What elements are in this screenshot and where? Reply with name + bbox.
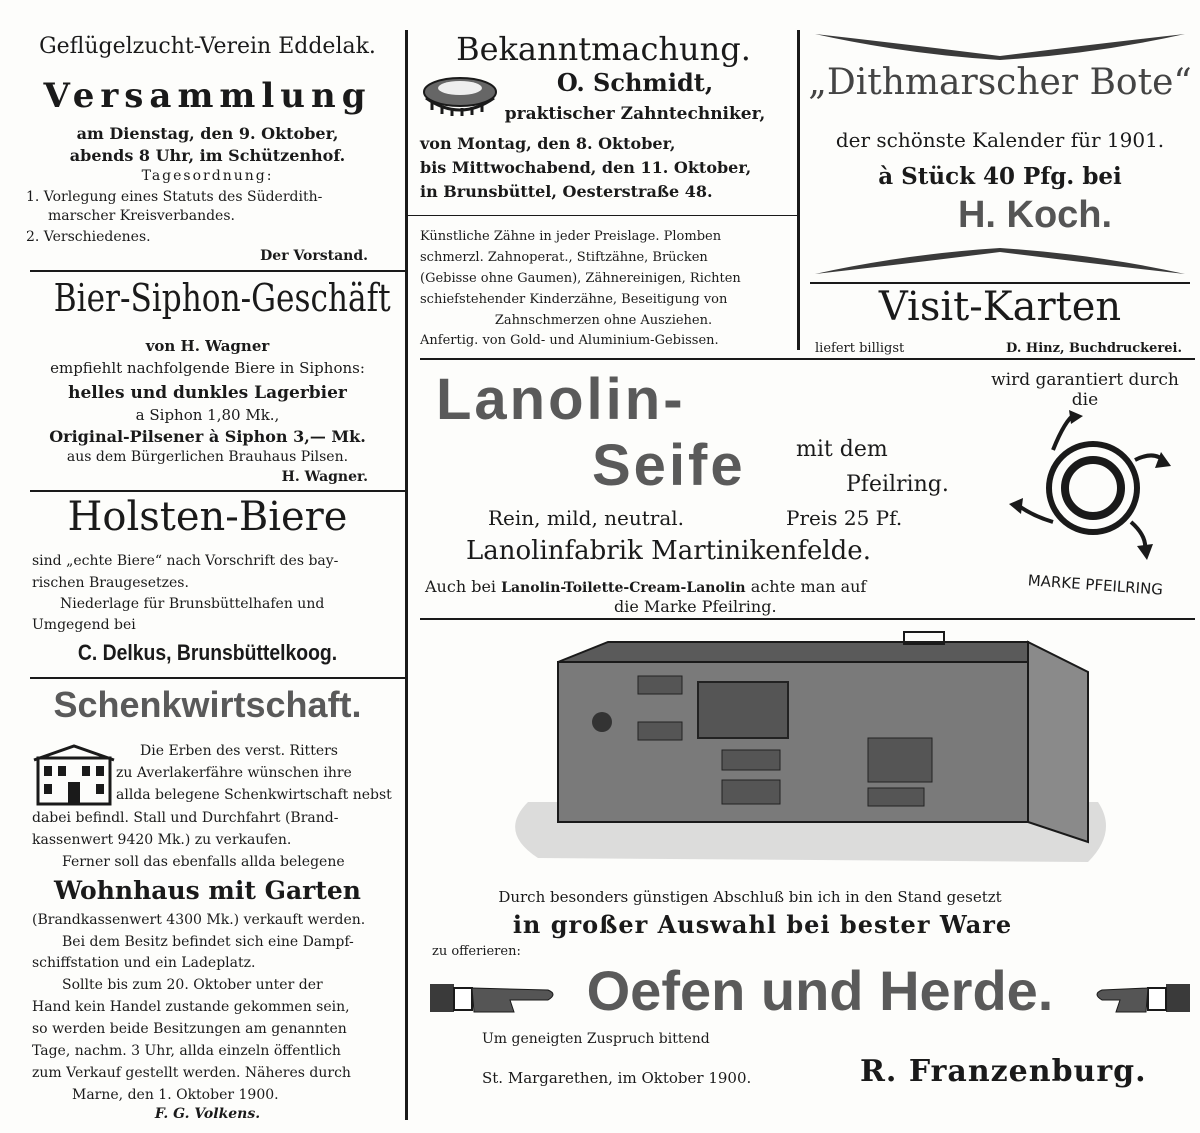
rule xyxy=(30,490,405,492)
ad-text: Bei dem Besitz befindet sich eine Dampf- xyxy=(62,934,354,950)
ad-text-part: Lanolin-Toilette-Cream-Lanolin xyxy=(501,580,746,596)
ad-text: schiffstation und ein Ladeplatz. xyxy=(32,955,256,971)
ad-text: Hand kein Handel zustande gekommen sein, xyxy=(32,999,350,1015)
ad-signature: Der Vorstand. xyxy=(260,248,368,264)
house-icon xyxy=(34,744,114,806)
ad-title: „Dithmarscher Bote“ xyxy=(808,62,1192,103)
ad-text: abends 8 Uhr, im Schützenhof. xyxy=(69,146,346,165)
ad-text: Anfertig. von Gold- und Aluminium-Gebissen. xyxy=(420,333,719,348)
ad-text: Tage, nachm. 3 Uhr, allda einzeln öffentlich xyxy=(32,1043,341,1059)
ad-text: D. Hinz, Buchdruckerei. xyxy=(1006,341,1182,356)
ad-text: aus dem Bürgerlichen Brauhaus Pilsen. xyxy=(66,449,349,465)
column-rule-left xyxy=(405,30,408,1120)
ad-text: dabei befindl. Stall und Durchfahrt (Brand- xyxy=(32,810,339,826)
ad-text: Rein, mild, neutral. xyxy=(488,506,685,530)
ad-title: Seife xyxy=(592,433,746,498)
ad-text-part: achte man auf xyxy=(750,577,867,596)
ad-title: Holsten-Biere xyxy=(67,494,348,540)
ornament-top xyxy=(815,30,1185,60)
ad-text: sind „echte Biere“ nach Vorschrift des bay- xyxy=(32,553,339,569)
ad-text-part: Auch bei xyxy=(425,577,497,596)
ad-name: C. Delkus, Brunsbüttelkoog. xyxy=(77,640,338,665)
ad-text: liefert billigst xyxy=(815,341,905,356)
ad-text: am Dienstag, den 9. Oktober, xyxy=(76,124,339,143)
ad-text: St. Margarethen, im Oktober 1900. xyxy=(482,1069,752,1087)
ad-name: H. Koch. xyxy=(957,194,1113,236)
ad-text: Zahnschmerzen ohne Ausziehen. xyxy=(494,313,713,328)
ad-text: Künstliche Zähne in jeder Preislage. Plomben xyxy=(420,229,722,244)
ad-text: Lanolinfabrik Martinikenfelde. xyxy=(466,536,871,566)
ad-text: Die Erben des verst. Ritters xyxy=(140,743,338,759)
ad-text: kassenwert 9420 Mk.) zu verkaufen. xyxy=(32,832,292,848)
ad-text: von H. Wagner xyxy=(145,337,270,355)
ad-text: Niederlage für Brunsbüttelhafen und xyxy=(60,596,325,612)
agenda-item: marscher Kreisverbandes. xyxy=(48,208,235,224)
ad-text: Marne, den 1. Oktober 1900. xyxy=(72,1087,279,1103)
ad-text: Um geneigten Zuspruch bittend xyxy=(482,1031,710,1047)
ad-text: praktischer Zahntechniker, xyxy=(504,104,766,124)
rule xyxy=(405,215,797,216)
ad-text: Ferner soll das ebenfalls allda belegene xyxy=(62,854,345,870)
ad-text: allda belegene Schenkwirtschaft nebst xyxy=(116,787,392,803)
ad-subheading: Tagesordnung: xyxy=(141,168,274,184)
agenda-item: 1. Vorlegung eines Statuts des Süderdith- xyxy=(26,189,323,205)
ad-text: rischen Braugesetzes. xyxy=(32,575,189,591)
ad-text: zum Verkauf gestellt werden. Näheres durch xyxy=(32,1065,351,1081)
ad-text xyxy=(425,577,866,596)
ad-title: Lanolin- xyxy=(436,367,686,432)
ad-text: in Brunsbüttel, Oesterstraße 48. xyxy=(420,182,713,201)
ad-title: Bier-Siphon-Geschäft xyxy=(53,276,391,320)
ad-text: schmerzl. Zahnoperat., Stiftzähne, Brücken xyxy=(420,250,708,265)
ad-header: Geflügelzucht-Verein Eddelak. xyxy=(39,34,376,59)
ad-text: à Stück 40 Pfg. bei xyxy=(878,163,1122,190)
ad-title: Versammlung xyxy=(43,76,372,116)
ad-text: (Gebisse ohne Gaumen), Zähnereinigen, Richten xyxy=(420,271,741,286)
ornament-bottom xyxy=(815,248,1185,278)
pfeilring-logo-icon xyxy=(1005,410,1185,600)
ad-text: so werden beide Besitzungen am genannten xyxy=(32,1021,347,1037)
ad-text: a Siphon 1,80 Mk., xyxy=(135,406,280,424)
ad-name: O. Schmidt, xyxy=(556,68,714,97)
ad-name: R. Franzenburg. xyxy=(860,1054,1147,1089)
ad-text: schiefstehender Kinderzähne, Beseitigung von xyxy=(420,292,728,307)
ad-text: Original-Pilsener à Siphon 3,— Mk. xyxy=(49,427,366,446)
rule xyxy=(420,358,1195,360)
ad-text: bis Mittwochabend, den 11. Oktober, xyxy=(420,158,752,177)
column-rule-middle xyxy=(797,30,800,350)
ad-text: Umgegend bei xyxy=(32,617,136,633)
ad-subtitle: Wohnhaus mit Garten xyxy=(54,876,361,905)
rule xyxy=(420,618,1195,620)
ad-text: der schönste Kalender für 1901. xyxy=(835,128,1165,152)
ad-text: die xyxy=(1071,390,1099,410)
ad-text: Pfeilring. xyxy=(846,472,949,497)
ad-text: zu Averlakerfähre wünschen ihre xyxy=(116,765,352,781)
rule xyxy=(30,270,405,272)
ad-text: Preis 25 Pf. xyxy=(786,506,903,530)
ad-text: mit dem xyxy=(796,437,888,462)
pfeilring-label: MARKE PFEILRING xyxy=(1027,571,1164,599)
ad-text: zu offerieren: xyxy=(432,944,521,959)
ad-title: Schenkwirtschaft. xyxy=(53,684,362,725)
ad-text: wird garantiert durch xyxy=(991,370,1179,390)
ad-text: (Brandkassenwert 4300 Mk.) verkauft werden. xyxy=(32,912,366,928)
ad-text: Sollte bis zum 20. Oktober unter der xyxy=(62,977,323,993)
rule xyxy=(30,677,405,679)
agenda-item: 2. Verschiedenes. xyxy=(26,229,151,245)
ad-text: Durch besonders günstigen Abschluß bin ich in den Stand gesetzt xyxy=(498,888,1002,906)
ad-subtitle: in großer Auswahl bei bester Ware xyxy=(512,910,1013,939)
stove-illustration xyxy=(498,632,1118,882)
ad-text: helles und dunkles Lagerbier xyxy=(68,383,347,403)
pointing-hand-left-icon xyxy=(1090,978,1190,1018)
ad-signature: H. Wagner. xyxy=(281,469,368,485)
ad-text: empfiehlt nachfolgende Biere in Siphons: xyxy=(50,359,365,377)
ad-text: von Montag, den 8. Oktober, xyxy=(420,134,676,153)
ad-text: die Marke Pfeilring. xyxy=(614,597,777,616)
ad-title: Bekanntmachung. xyxy=(456,30,751,68)
ad-signature: F. G. Volkens. xyxy=(154,1106,261,1122)
ad-title: Oefen und Herde. xyxy=(586,959,1054,1022)
ad-title: Visit-Karten xyxy=(878,284,1122,330)
